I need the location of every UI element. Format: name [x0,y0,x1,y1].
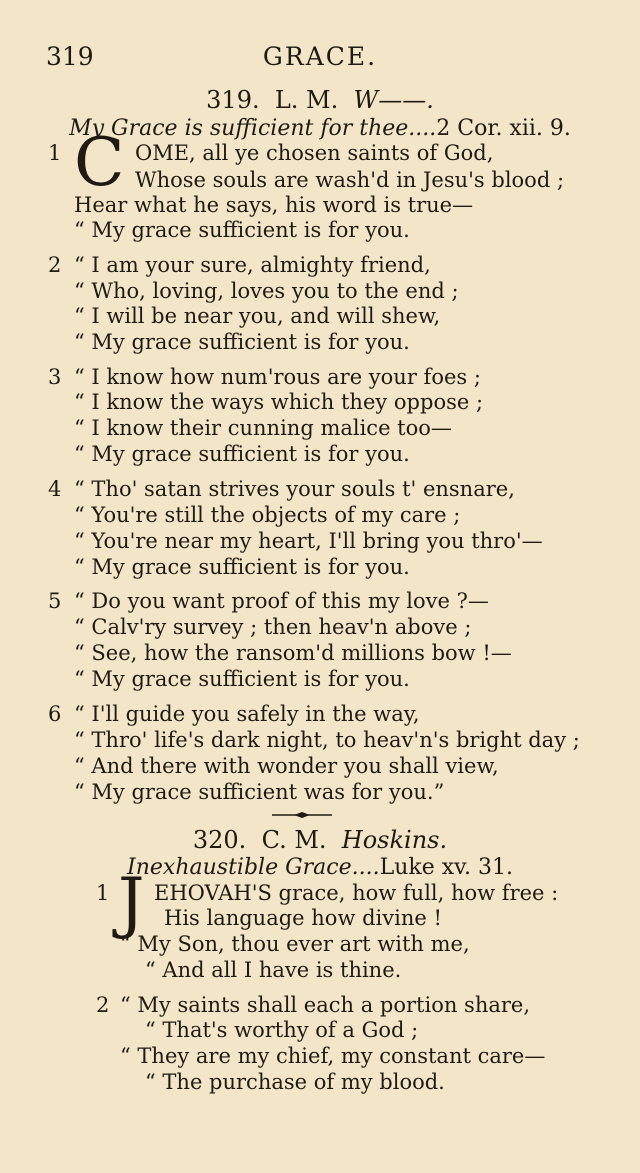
verse-line: His language how divine ! [164,906,442,930]
stanza-number: 2 [96,993,110,1017]
verse-line: “ Calv'ry survey ; then heav'n above ; [74,615,472,639]
stanza-number: 1 [48,141,62,165]
verse-line: “ See, how the ransom'd millions bow !— [74,641,512,665]
verse-line: “ I know the ways which they oppose ; [74,390,484,414]
hymn-meter: L. M. [274,86,339,114]
verse-line: Hear what he says, his word is true— [74,193,474,217]
verse-line: “ I am your sure, almighty friend, [74,253,431,277]
verse-line: “ Who, loving, loves you to the end ; [74,279,459,303]
verse-line: OME, all ye chosen saints of God, [135,141,494,165]
verse-line: “ I know how num'rous are your foes ; [74,365,481,389]
verse-line: “ My grace sufficient is for you. [74,555,410,579]
verse-line: “ Tho' satan strives your souls t' ensnare, [74,477,515,501]
scripture-reference: 2 Cor. xii. 9. [436,116,571,141]
verse-line: “ My grace sufficient is for you. [74,667,410,691]
verse-line: “ You're still the objects of my care ; [74,503,461,527]
verse-line: Whose souls are wash'd in Jesu's blood ; [135,168,565,192]
hymn-author: W——. [353,86,434,114]
stanza-number: 4 [48,477,62,501]
drop-cap: C [74,124,125,201]
verse-line: “ I know their cunning malice too— [74,416,452,440]
hymn-number: 319. [206,86,260,114]
verse-line: “ That's worthy of a God ; [145,1018,419,1042]
running-head [0,40,640,80]
verse-line: “ The purchase of my blood. [145,1070,445,1094]
hymn-319-heading [0,86,640,114]
stanza-number: 5 [48,589,62,613]
stanza-number: 2 [48,253,62,277]
verse-line: “ My Son, thou ever art with me, [120,932,470,956]
verse-line: “ My grace sufficient is for you. [74,442,410,466]
verse-line: EHOVAH'S grace, how full, how free : [154,881,559,905]
verse-line: “ And all I have is thine. [145,958,402,982]
verse-line: “ And there with wonder you shall view, [74,754,499,778]
verse-line: “ Thro' life's dark night, to heav'n's bright day ; [74,728,580,752]
hymn-meter: C. M. [261,826,327,854]
stanza-number: 6 [48,702,62,726]
verse-line: “ I'll guide you safely in the way, [74,702,420,726]
hymn-author: Hoskins. [341,826,448,854]
running-title: GRACE. [262,42,378,71]
drop-cap: J [118,864,145,941]
hymn-theme: My Grace is sufficient for thee.... [69,116,437,141]
hymn-320-scripture [0,855,640,880]
verse-line: “ I will be near you, and will shew, [74,304,441,328]
hymn-number: 320. [192,826,247,854]
verse-line: “ You're near my heart, I'll bring you thro'— [74,529,543,553]
verse-line: “ My grace sufficient was for you.” [74,780,445,804]
stanza-number: 1 [96,881,110,905]
stanza-number: 3 [48,365,62,389]
hymn-theme: Inexhaustible Grace.... [127,855,380,880]
verse-line: “ They are my chief, my constant care— [120,1044,546,1068]
hymn-320-heading [0,826,640,854]
verse-line: “ My saints shall each a portion share, [120,993,531,1017]
page-number: 319 [46,42,94,71]
verse-line: “ My grace sufficient is for you. [74,218,410,242]
verse-line: “ My grace sufficient is for you. [74,330,410,354]
hymn-divider-ornament [272,811,332,819]
verse-line: “ Do you want proof of this my love ?— [74,589,489,613]
scripture-reference: Luke xv. 31. [379,855,513,880]
